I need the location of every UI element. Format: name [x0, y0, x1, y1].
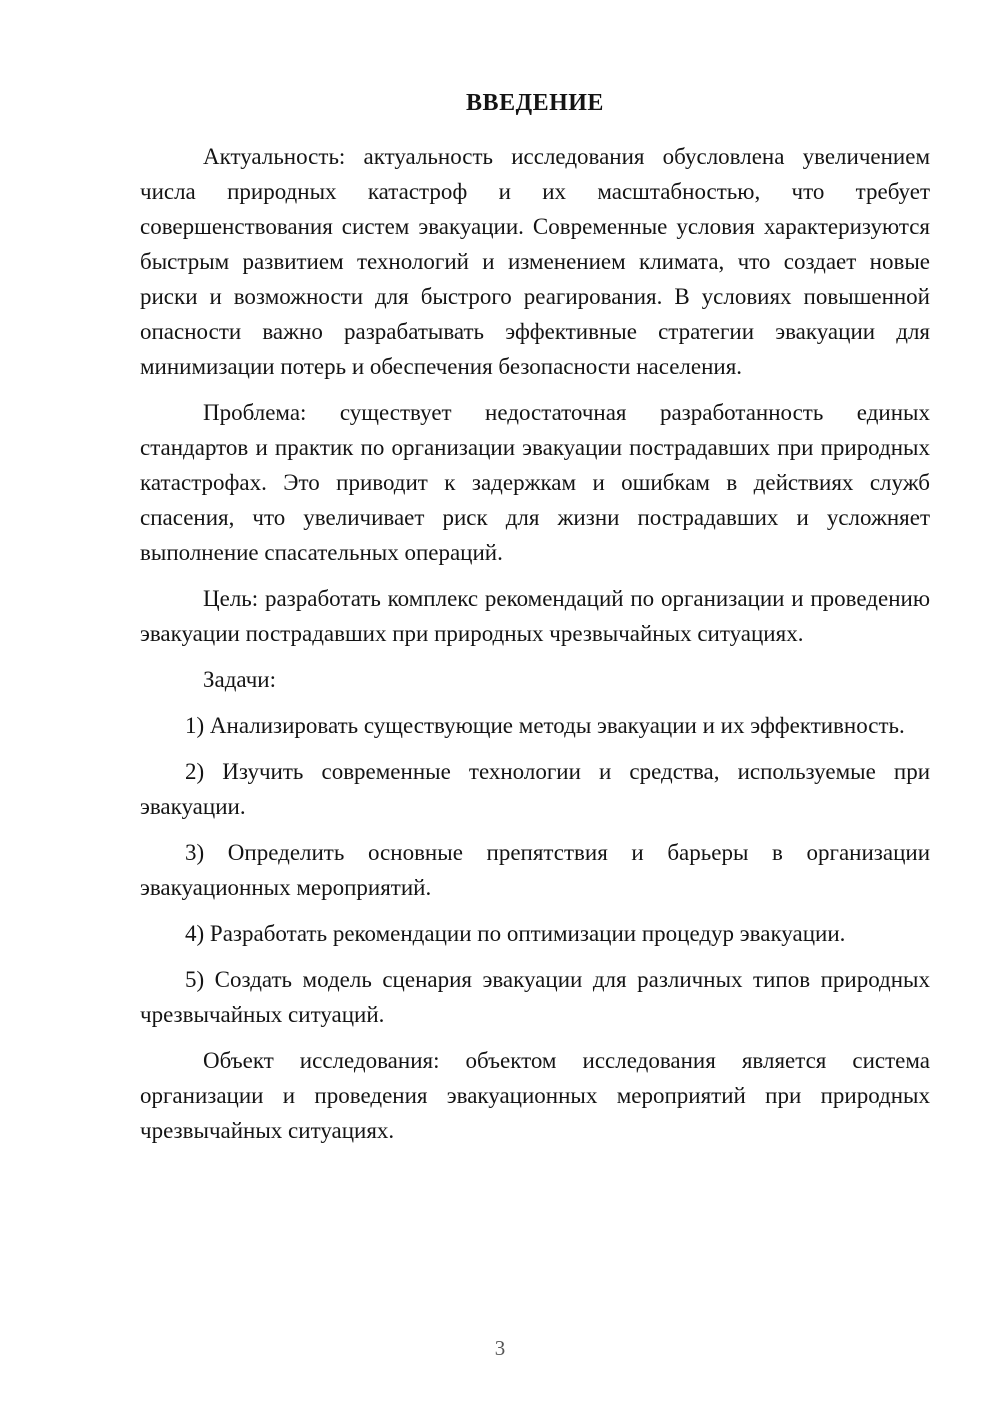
task-item-4: 4) Разработать рекомендации по оптимизации процедур эвакуации.: [185, 921, 846, 946]
paragraph-problem: Проблема: существует недостаточная разработанность единых стандартов и практик по организации эвакуации пострадавших при природных катастрофах. Это приводит к задержкам и ошибкам в действиях служб спасения, что увеличивает риск для жизни пострадавших и усложняет выполнение спасательных операций.: [140, 400, 930, 565]
section-title: ВВЕДЕНИЕ: [466, 90, 604, 116]
paragraph-goal: Цель: разработать комплекс рекомендаций по организации и проведению эвакуации пострадавших при природных чрезвычайных ситуациях.: [140, 586, 930, 646]
paragraph-research-object: Объект исследования: объектом исследования является система организации и проведения эвакуационных мероприятий при природных чрезвычайных ситуациях.: [140, 1048, 930, 1143]
paragraph-relevance: Актуальность: актуальность исследования обусловлена увеличением числа природных катастроф и их масштабностью, что требует совершенствования систем эвакуации. Современные условия характеризуются быстрым развитием технологий и изменением климата, что создает новые риски и возможности для быстрого реагирования. В условиях повышенной опасности важно разрабатывать эффективные стратегии эвакуации для минимизации потерь и обеспечения безопасности населения.: [140, 144, 930, 379]
task-item-5: 5) Создать модель сценария эвакуации для различных типов природных чрезвычайных ситуаций.: [140, 967, 930, 1027]
task-item-1: 1) Анализировать существующие методы эвакуации и их эффективность.: [185, 713, 905, 738]
task-item-2: 2) Изучить современные технологии и средства, используемые при эвакуации.: [140, 759, 930, 819]
paragraph-tasks-label: Задачи:: [203, 667, 276, 692]
task-item-3: 3) Определить основные препятствия и барьеры в организации эвакуационных мероприятий.: [140, 840, 930, 900]
page-number: 3: [494, 1336, 506, 1360]
page-content: [140, 86, 930, 1159]
